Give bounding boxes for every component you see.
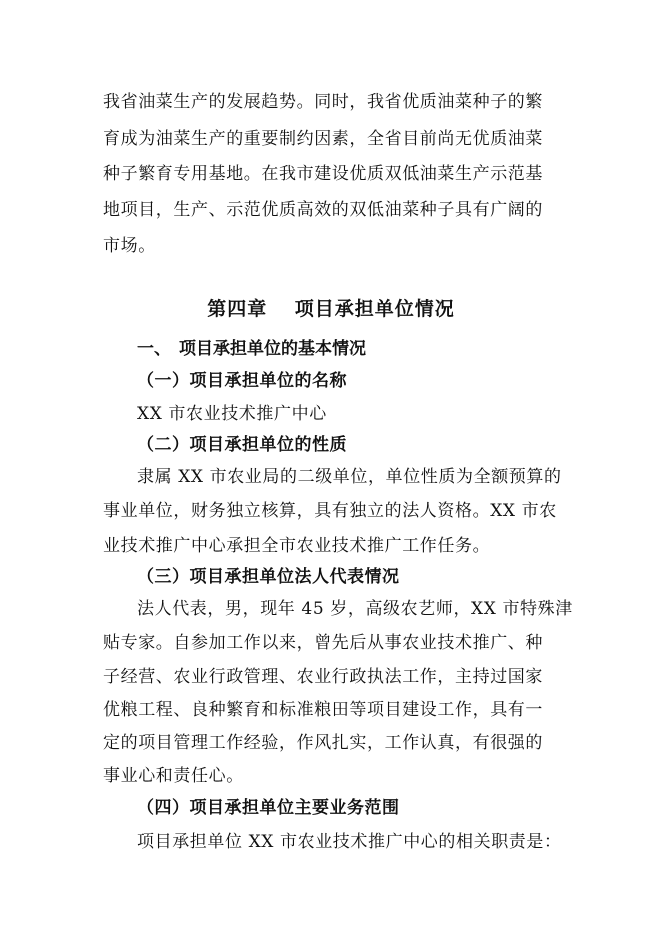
subsection-heading-2: （二）项目承担单位的性质 bbox=[137, 435, 347, 455]
sub3-line-5: 定的项目管理工作经验，作风扎实，工作认真，有很强的 bbox=[103, 733, 543, 753]
sub1-line-1: XX 市农业技术推广中心 bbox=[137, 404, 327, 424]
sub3-line-3: 子经营、农业行政管理、农业行政执法工作，主持过国家 bbox=[103, 667, 543, 687]
section-number: 一、 bbox=[137, 339, 171, 359]
section-title: 项目承担单位的基本情况 bbox=[179, 339, 366, 359]
sub3-line-6: 事业心和责任心。 bbox=[103, 766, 244, 786]
intro-line-5: 市场。 bbox=[103, 236, 156, 256]
subsection-heading-1: （一）项目承担单位的名称 bbox=[137, 371, 347, 391]
intro-line-1: 我省油菜生产的发展趋势。同时，我省优质油菜种子的繁 bbox=[103, 92, 543, 112]
intro-line-3: 种子繁育专用基地。在我市建设优质双低油菜生产示范基 bbox=[103, 164, 543, 184]
sub3-line-4: 优粮工程、良种繁育和标准粮田等项目建设工作，具有一 bbox=[103, 700, 543, 720]
sub4-line-1: 项目承担单位 XX 市农业技术推广中心的相关职责是： bbox=[137, 832, 562, 852]
sub2-line-1: 隶属 XX 市农业局的二级单位，单位性质为全额预算的 bbox=[137, 467, 562, 487]
sub3-line-2: 贴专家。自参加工作以来，曾先后从事农业技术推广、种 bbox=[103, 633, 543, 653]
sub2-line-3: 业技术推广中心承担全市农业技术推广工作任务。 bbox=[103, 536, 491, 556]
intro-line-4: 地项目，生产、示范优质高效的双低油菜种子具有广阔的 bbox=[103, 200, 543, 220]
subsection-heading-3: （三）项目承担单位法人代表情况 bbox=[137, 567, 400, 587]
chapter-title: 第四章 项目承担单位情况 bbox=[207, 298, 455, 320]
subsection-heading-4: （四）项目承担单位主要业务范围 bbox=[137, 798, 400, 818]
sub3-line-1: 法人代表，男，现年 45 岁，高级农艺师，XX 市特殊津 bbox=[137, 599, 573, 619]
section-heading bbox=[137, 338, 366, 360]
intro-line-2: 育成为油菜生产的重要制约因素，全省目前尚无优质油菜 bbox=[103, 129, 543, 149]
sub2-line-2: 事业单位，财务独立核算，具有独立的法人资格。XX 市农 bbox=[103, 501, 557, 521]
